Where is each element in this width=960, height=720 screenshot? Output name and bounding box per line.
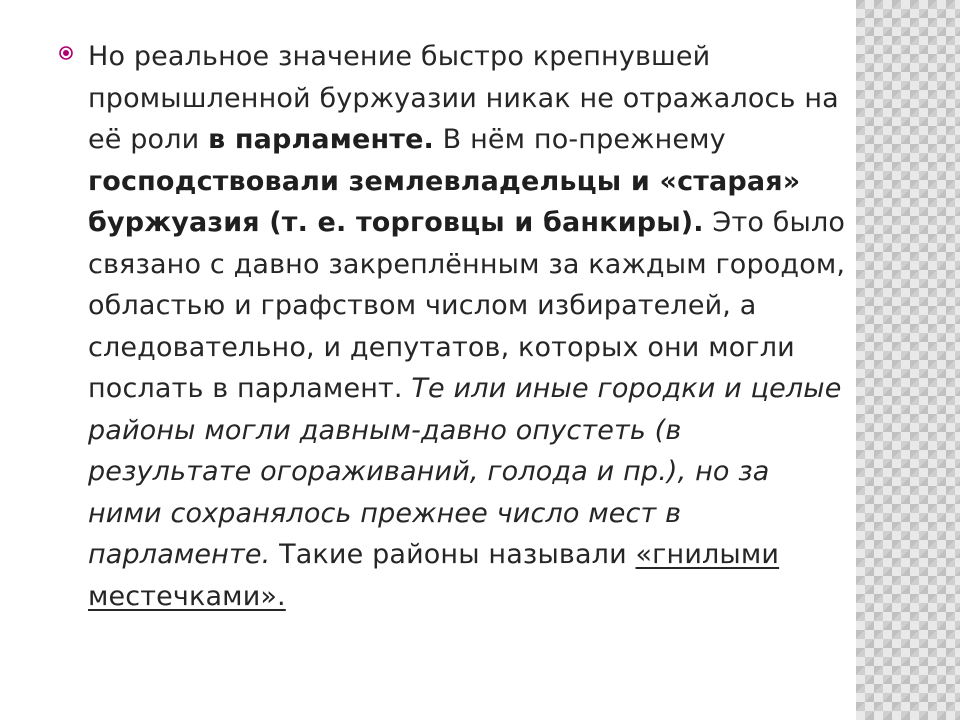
circle-bullet-icon [59,46,73,60]
bold-phrase-parliament: в парламенте. [208,124,434,155]
slide-content [58,36,848,617]
decorative-pattern-strip [856,0,960,720]
body-paragraph [58,36,848,617]
text-segment: Но реальное значение быстро крепнувшей промышленной буржуазии никак не отражалось на её роли [88,41,839,155]
text-segment: Это было связано с давно закреплённым за каждым городом, областью и графством числом избирателей, а следовательно, и депутатов, которых они могли послать в парламент. [88,207,846,404]
bold-phrase-landowners: господствовали землевладельцы и «старая» буржуазия (т. е. торговцы и банкиры). [88,165,801,238]
text-segment: Такие районы называли [270,539,636,570]
underlined-term-rotten-boroughs: «гнилыми местечками». [88,539,780,612]
italic-phrase: Те или иные городки и целые районы могли давным-давно опустеть (в результате огораживаний, голода и пр.), но за ними сохранялось прежнее число мест в парламенте. [88,373,842,570]
text-segment: В нём по-прежнему [433,124,726,155]
